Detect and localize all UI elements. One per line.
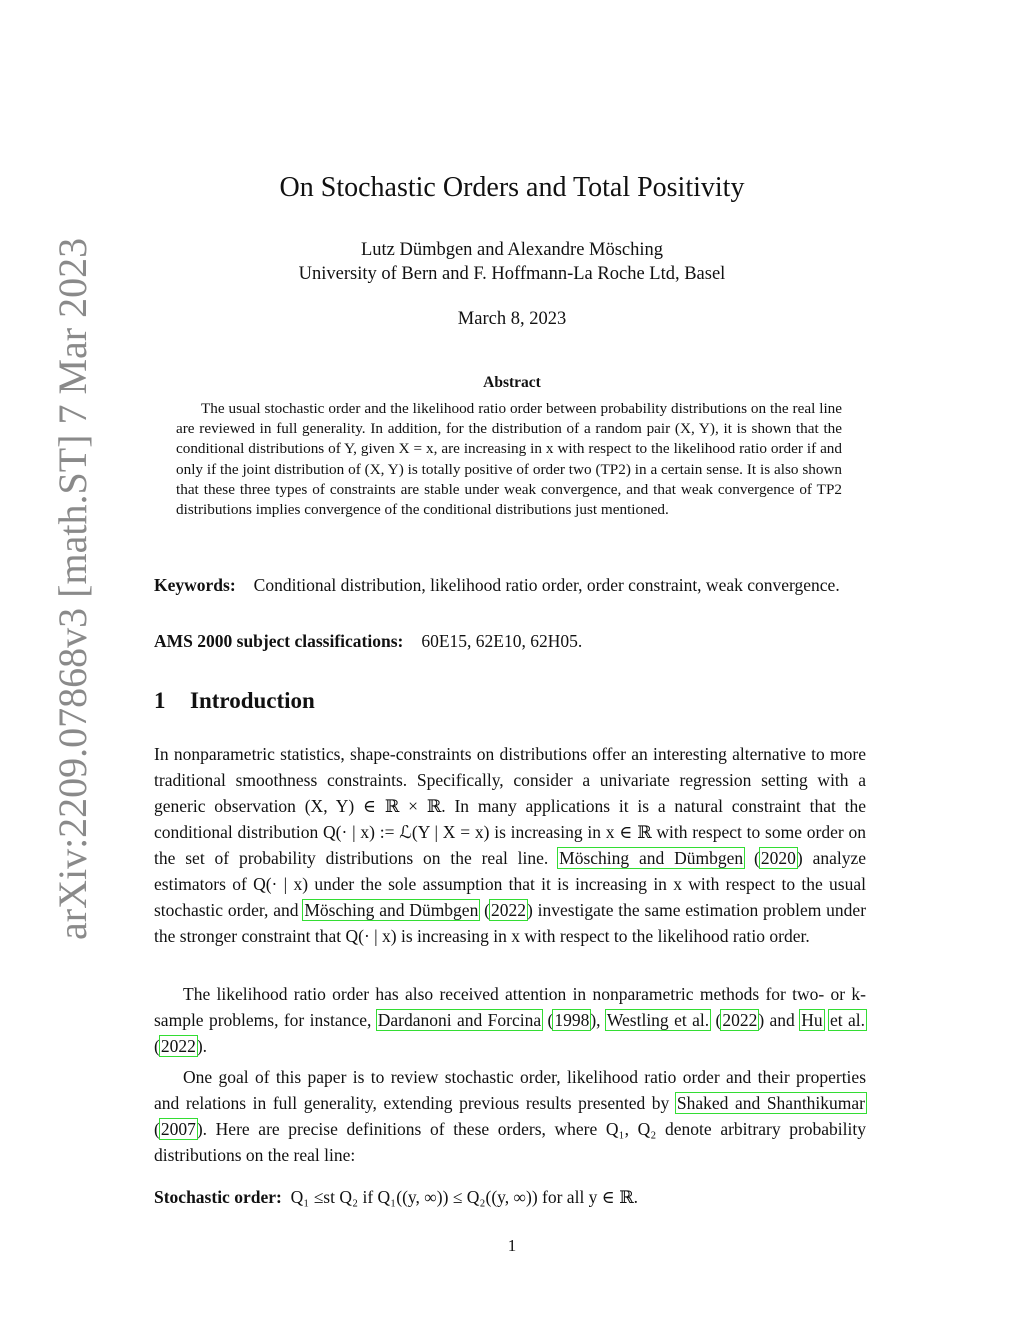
page-number: 1 (507, 1236, 517, 1255)
citation-link[interactable]: Shaked and Shanthikumar (676, 1093, 865, 1113)
definition (154, 1184, 866, 1210)
citation-link[interactable]: Mösching and Dümbgen (304, 900, 479, 920)
affiliation: University of Bern and F. Hoffmann-La Roche Ltd, Basel (298, 264, 726, 284)
citation-link[interactable]: Hu (801, 1010, 823, 1030)
citation-year-link[interactable]: 2022 (491, 900, 526, 920)
section-number: 1 (154, 688, 166, 713)
definition-text: Q₁ ≤st Q₂ if Q₁((y, ∞)) ≤ Q₂((y, ∞)) for all y ∈ ℝ. (290, 1187, 639, 1207)
ams-label: AMS 2000 subject classifications: (154, 631, 404, 651)
citation-link[interactable]: Dardanoni and Forcina (377, 1010, 542, 1030)
abstract-heading: Abstract (483, 374, 541, 391)
ams-text: 60E15, 62E10, 62H05. (421, 631, 583, 651)
ams-classification (154, 631, 874, 652)
citation-year-link[interactable]: 1998 (554, 1010, 590, 1030)
date: March 8, 2023 (457, 309, 567, 329)
paper-title: On Stochastic Orders and Total Positivity (279, 172, 745, 203)
authors: Lutz Dümbgen and Alexandre Mösching (360, 240, 664, 260)
paragraph: The likelihood ratio order has also received attention in nonparametric methods for two- or k-sample problems, for instance, Dardanoni and Forcina (1998), Westling et al. (2022) and Hu et al. (2022). (154, 984, 866, 1056)
section-heading (154, 688, 315, 714)
definition-label: Stochastic order: (154, 1187, 282, 1207)
abstract-text: The usual stochastic order and the likelihood ratio order between probability distributions on the real line are reviewed in full generality. In addition, for the distribution of a random pair (X, Y), it is shown that the conditional distributions of Y, given X = x, are increasing in x with respect to the likelihood ratio order if and only if the joint distribution of (X, Y) is totally positive of order two (TP2) in a certain sense. It is also shown that these three types of constraints are stable under weak convergence, and that weak convergence of TP2 distributions implies convergence of the conditional distributions just mentioned. (176, 400, 842, 519)
paragraph: One goal of this paper is to review stochastic order, likelihood ratio order and their properties and relations in full generality, extending previous results presented by Shaked and Shanthikumar (2007). Here are precise definitions of these orders, where Q₁, Q₂ denote arbitrary probability distributions on the real line: (154, 1067, 866, 1165)
section-title: Introduction (190, 688, 315, 713)
keywords-label: Keywords: (154, 575, 236, 595)
citation-year-link[interactable]: 2020 (760, 848, 796, 868)
citation-link[interactable]: Westling et al. (606, 1010, 710, 1030)
keywords (154, 575, 874, 596)
paragraph: In nonparametric statistics, shape-constraints on distributions offer an interesting alternative to more traditional smoothness constraints. Specifically, consider a univariate regression setting with a generic observation (X, Y) ∈ ℝ × ℝ. In many applications it is a natural constraint that the conditional distribution Q(· | x) := ℒ(Y | X = x) is increasing in x ∈ ℝ with respect to some order on the set of probability distributions on the real line. Mösching and Dümbgen (2020) analyze estimators of Q(· | x) under the sole assumption that it is increasing in x with respect to the usual stochastic order, and Mösching and Dümbgen (2022) investigate the same estimation problem under the stronger constraint that Q(· | x) is increasing in x with respect to the likelihood ratio order. (154, 744, 867, 946)
arxiv-stamp: arXiv:2209.07868v3 [math.ST] 7 Mar 2023 (50, 237, 95, 940)
citation-year-link[interactable]: 2007 (160, 1119, 196, 1139)
citation-year-link[interactable]: 2022 (722, 1010, 758, 1030)
citation-year-link[interactable]: 2022 (160, 1036, 196, 1056)
keywords-text: Conditional distribution, likelihood ratio order, order constraint, weak convergence. (253, 575, 840, 595)
citation-link[interactable]: Mösching and Dümbgen (559, 848, 744, 868)
citation-link[interactable]: et al. (829, 1010, 865, 1030)
